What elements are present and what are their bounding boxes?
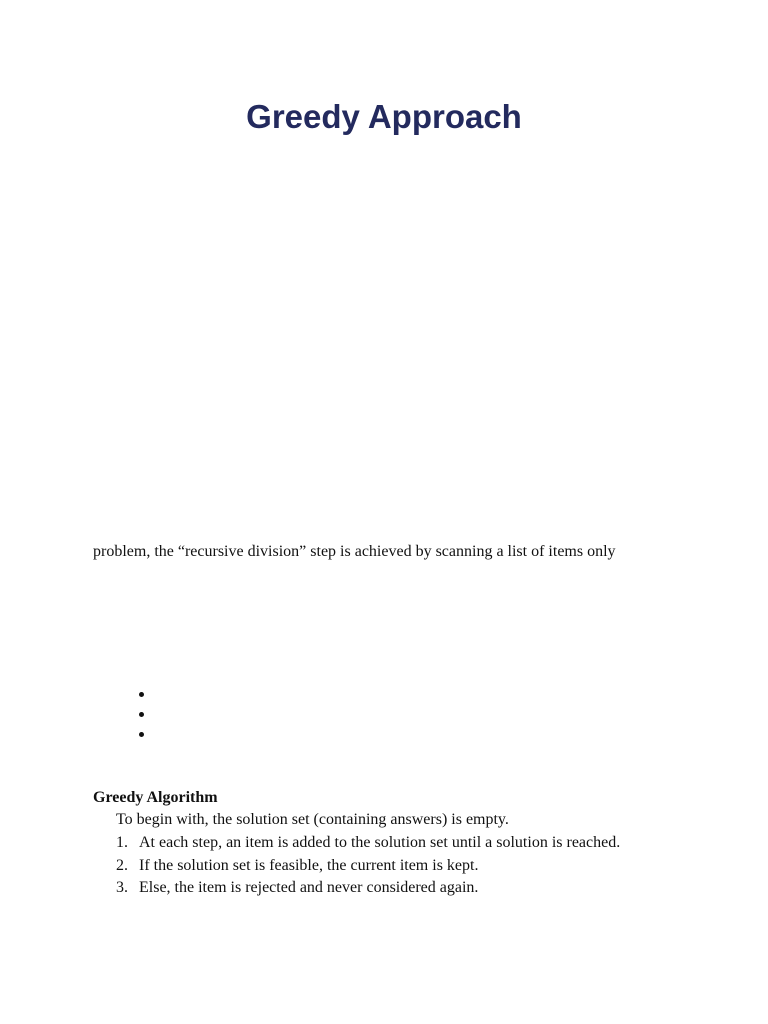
algorithm-step bbox=[116, 832, 636, 855]
algorithm-step bbox=[116, 877, 636, 900]
step-number: 3. bbox=[116, 879, 128, 896]
step-number: 2. bbox=[116, 856, 128, 874]
bullet-item bbox=[139, 684, 144, 704]
paragraph-line: problem, the “recursive division” step is achieved by scanning a list of items only bbox=[93, 543, 616, 560]
step-text: If the solution set is feasible, the current item is kept. bbox=[139, 856, 479, 874]
bullet-dot-icon bbox=[139, 712, 144, 717]
bullet-dot-icon bbox=[139, 692, 144, 697]
section-heading: Greedy Algorithm bbox=[93, 789, 218, 806]
page-title: Greedy Approach bbox=[246, 98, 522, 135]
bullet-item bbox=[139, 704, 144, 724]
bullet-list bbox=[139, 684, 144, 744]
algorithm-step bbox=[116, 855, 636, 878]
step-text: Else, the item is rejected and never considered again. bbox=[139, 879, 479, 896]
algorithm-intro: To begin with, the solution set (containing answers) is empty. bbox=[116, 811, 509, 828]
step-number: 1. bbox=[116, 834, 128, 851]
bullet-item bbox=[139, 724, 144, 744]
bullet-dot-icon bbox=[139, 732, 144, 737]
step-text: At each step, an item is added to the solution set until a solution is reached. bbox=[139, 834, 621, 851]
algorithm-steps bbox=[116, 832, 636, 900]
